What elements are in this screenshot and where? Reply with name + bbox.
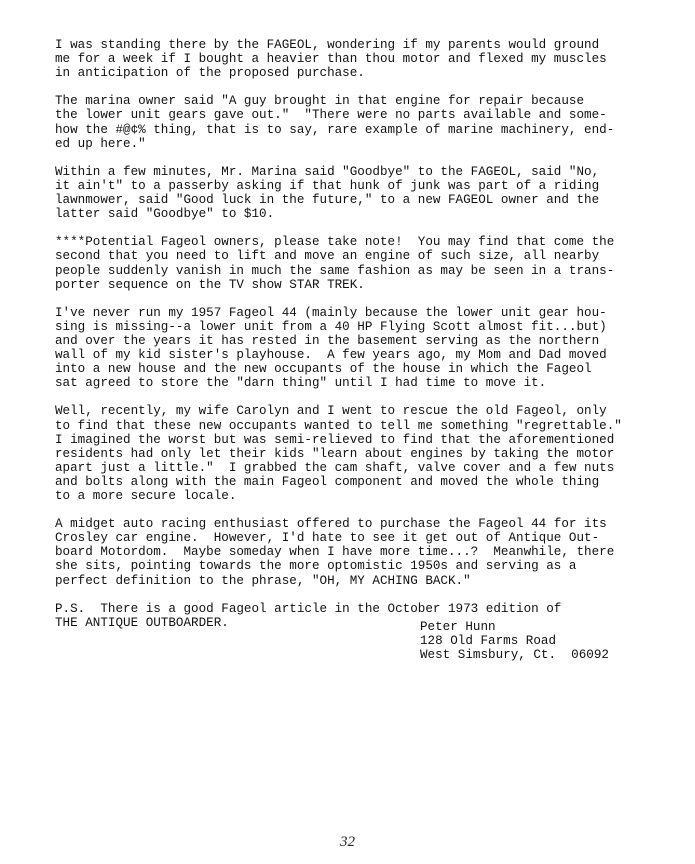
text-line: latter said "Goodbye" to $10. bbox=[55, 207, 275, 222]
page-number: 32 bbox=[340, 834, 355, 850]
paragraph bbox=[55, 94, 675, 150]
paragraph bbox=[55, 404, 675, 503]
paragraph bbox=[55, 165, 675, 221]
text-line: THE ANTIQUE OUTBOARDER. bbox=[55, 615, 229, 630]
text-line: and over the years it has rested in the basement serving as the northern bbox=[55, 333, 600, 348]
text-line: second that you need to lift and move an engine of such size, all nearby bbox=[55, 249, 600, 264]
text-line: ed up here." bbox=[55, 136, 146, 151]
text-line: apart just a little." I grabbed the cam shaft, valve cover and a few nuts bbox=[55, 460, 615, 475]
text-line: I imagined the worst but was semi-relieved to find that the aforementioned bbox=[55, 432, 615, 447]
text-line: A midget auto racing enthusiast offered to purchase the Fageol 44 for its bbox=[55, 517, 607, 532]
text-line: how the #@¢% thing, that is to say, rare example of marine machinery, end- bbox=[55, 122, 615, 137]
text-line: porter sequence on the TV show STAR TREK. bbox=[55, 277, 365, 292]
text-line: lawnmower, said "Good luck in the future," to a new FAGEOL owner and the bbox=[55, 193, 600, 208]
text-line: Crosley car engine. However, I'd hate to see it get out of Antique Out- bbox=[55, 531, 600, 546]
paragraph bbox=[55, 306, 675, 391]
text-line: Within a few minutes, Mr. Marina said "Goodbye" to the FAGEOL, said "No, bbox=[55, 164, 600, 179]
author-street: 128 Old Farms Road bbox=[420, 634, 557, 649]
text-line: and bolts along with the main Fageol component and moved the whole thing bbox=[55, 474, 600, 489]
text-line: to find that these new occupants wanted to tell me something "regrettable." bbox=[55, 418, 622, 433]
text-line: P.S. There is a good Fageol article in the October 1973 edition of bbox=[55, 601, 562, 616]
text-line: sat agreed to store the "darn thing" until I had time to move it. bbox=[55, 376, 547, 391]
author-city: West Simsbury, Ct. 06092 bbox=[420, 648, 609, 663]
signature-block bbox=[420, 620, 609, 662]
text-line: I was standing there by the FAGEOL, wondering if my parents would ground bbox=[55, 38, 600, 52]
author-name: Peter Hunn bbox=[420, 620, 496, 634]
text-line: she sits, pointing towards the more optomistic 1950s and serving as a bbox=[55, 559, 577, 574]
text-line: residents had only let their kids "learn about engines by taking the motor bbox=[55, 446, 615, 461]
text-line: the lower unit gears gave out." "There were no parts available and some- bbox=[55, 108, 607, 123]
paragraph bbox=[55, 235, 675, 291]
text-line: to a more secure locale. bbox=[55, 489, 237, 503]
paragraph bbox=[55, 517, 675, 587]
letter-body bbox=[55, 38, 675, 644]
text-line: into a new house and the new occupants of the house in which the Fageol bbox=[55, 362, 592, 377]
text-line: board Motordom. Maybe someday when I have more time...? Meanwhile, there bbox=[55, 545, 615, 560]
text-line: wall of my kid sister's playhouse. A few years ago, my Mom and Dad moved bbox=[55, 348, 607, 363]
text-line: I've never run my 1957 Fageol 44 (mainly because the lower unit gear hou- bbox=[55, 305, 607, 320]
paragraph bbox=[55, 38, 675, 80]
text-line: The marina owner said "A guy brought in that engine for repair because bbox=[55, 94, 585, 109]
text-line: perfect definition to the phrase, "OH, MY ACHING BACK." bbox=[55, 573, 471, 588]
text-line: in anticipation of the proposed purchase. bbox=[55, 66, 365, 81]
text-line: sing is missing--a lower unit from a 40 HP Flying Scott almost fit...but) bbox=[55, 319, 607, 334]
text-line: Well, recently, my wife Carolyn and I went to rescue the old Fageol, only bbox=[55, 404, 607, 419]
text-line: me for a week if I bought a heavier than thou motor and flexed my muscles bbox=[55, 52, 607, 67]
text-line: it ain't" to a passerby asking if that hunk of junk was part of a riding bbox=[55, 178, 600, 193]
text-line: people suddenly vanish in much the same fashion as may be seen in a trans- bbox=[55, 263, 615, 278]
text-line: ****Potential Fageol owners, please take note! You may find that come the bbox=[55, 235, 615, 250]
